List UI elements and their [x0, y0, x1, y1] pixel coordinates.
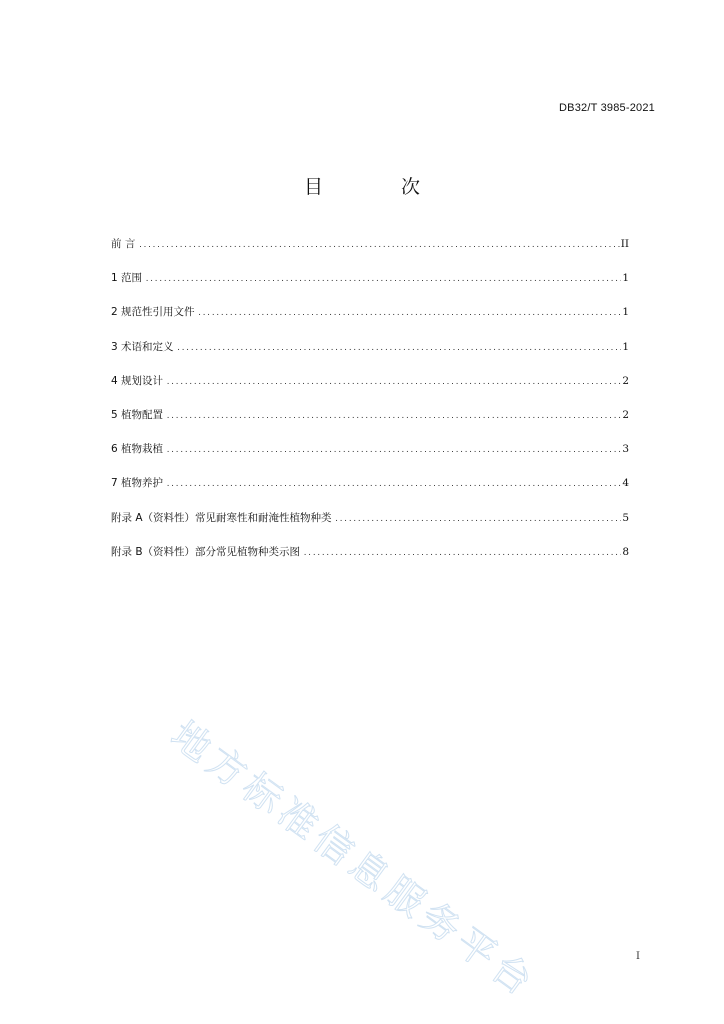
toc-entry-label: 4 规划设计 [111, 374, 164, 387]
toc-leader-dots [145, 271, 621, 287]
toc-entry-plant-planting[interactable] [111, 441, 629, 475]
page-title: 目 次 [303, 176, 457, 198]
toc-entry-page: 5 [622, 511, 629, 524]
toc-entry-label: 6 植物栽植 [111, 443, 164, 456]
toc-entry-label: 1 范围 [111, 272, 143, 285]
toc-entry-page: 2 [622, 374, 629, 387]
toc-leader-dots [166, 374, 621, 390]
toc-leader-dots [166, 408, 621, 424]
toc-leader-dots [166, 476, 621, 492]
toc-entry-label: 7 植物养护 [111, 477, 164, 490]
toc-leader-dots [335, 511, 622, 527]
toc-entry-page: 4 [622, 477, 629, 490]
table-of-contents [111, 236, 629, 578]
toc-entry-appendix-b[interactable] [111, 544, 629, 578]
toc-entry-label: 2 规范性引用文件 [111, 306, 195, 319]
toc-leader-dots [166, 442, 621, 458]
toc-entry-page: 1 [622, 306, 629, 319]
toc-entry-page: 1 [622, 340, 629, 353]
toc-entry-page: 3 [622, 443, 629, 456]
toc-entry-label: 附录 B（资料性）部分常见植物种类示图 [111, 545, 301, 558]
toc-entry-page: 2 [622, 408, 629, 421]
toc-leader-dots [177, 340, 622, 356]
toc-entry-planning-design[interactable] [111, 373, 629, 407]
toc-entry-scope[interactable] [111, 270, 629, 304]
page-number: I [636, 951, 640, 962]
document-code: DB32/T 3985-2021 [559, 102, 655, 114]
toc-entry-page: 1 [622, 272, 629, 285]
toc-entry-plant-configuration[interactable] [111, 407, 629, 441]
toc-entry-label: 附录 A（资料性）常见耐寒性和耐淹性植物种类 [111, 511, 332, 524]
toc-entry-label: 5 植物配置 [111, 408, 164, 421]
toc-entry-label: 3 术语和定义 [111, 340, 174, 353]
toc-entry-appendix-a[interactable] [111, 510, 629, 544]
toc-entry-terms-definitions[interactable] [111, 339, 629, 373]
toc-leader-dots [198, 305, 622, 321]
toc-entry-plant-maintenance[interactable] [111, 475, 629, 509]
toc-entry-label: 前 言 [111, 238, 136, 250]
toc-leader-dots [303, 545, 621, 561]
toc-entry-foreword[interactable] [111, 236, 629, 270]
toc-leader-dots [138, 237, 619, 253]
watermark: 地方标准信息服务平台 [163, 712, 545, 1007]
toc-entry-normative-references[interactable] [111, 304, 629, 338]
toc-entry-page: II [620, 238, 629, 250]
toc-entry-page: 8 [622, 545, 629, 558]
